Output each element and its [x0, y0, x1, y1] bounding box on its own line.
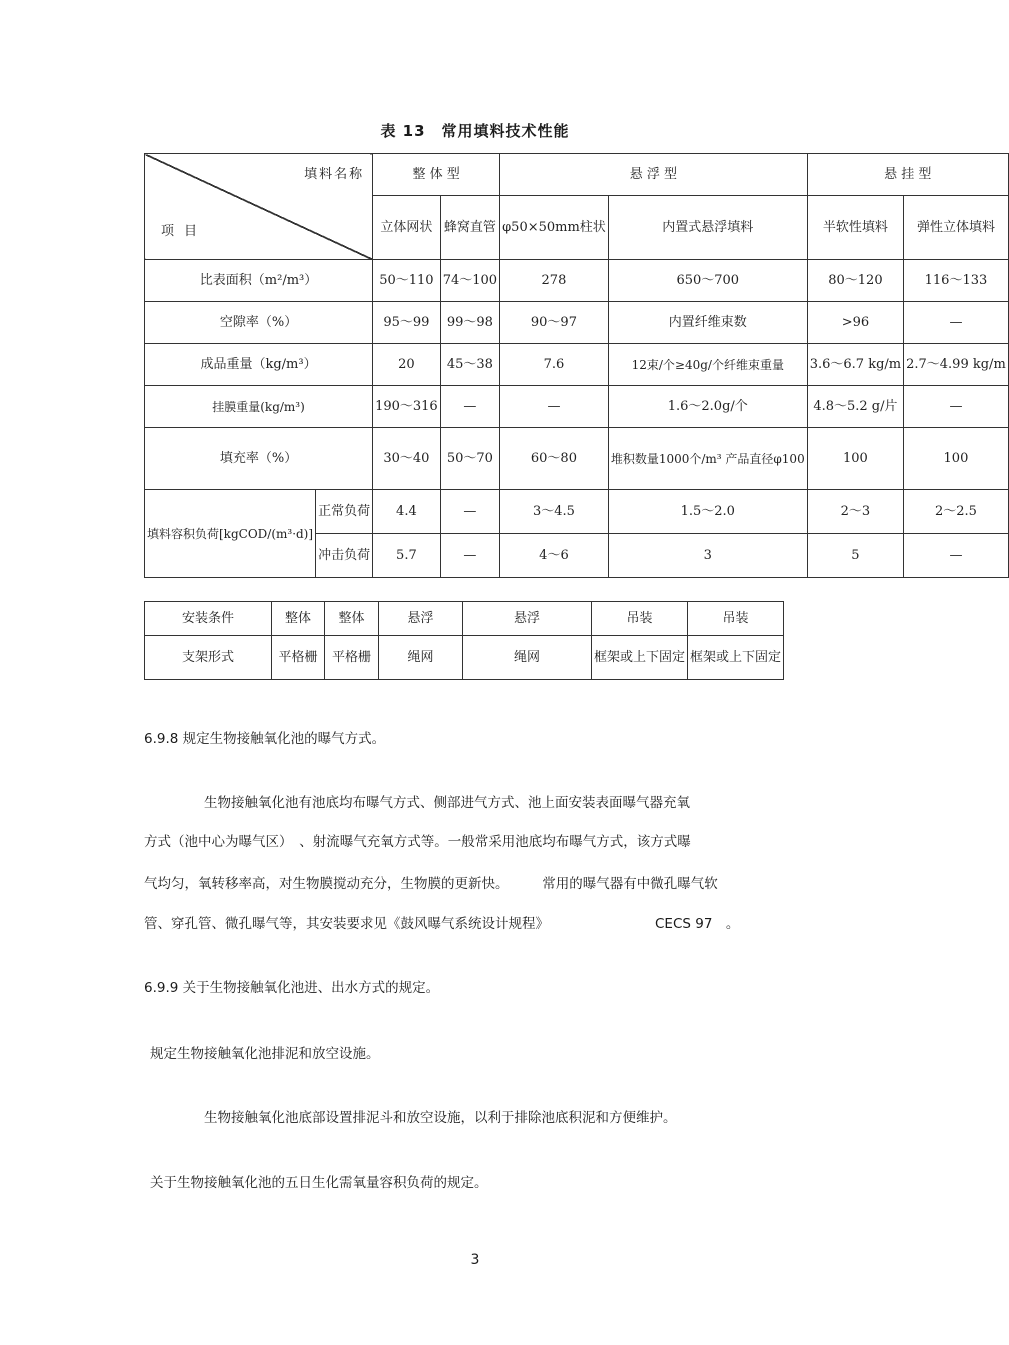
- row-label: 填料容积负荷[kgCOD/(m³·d)]: [145, 490, 316, 578]
- subtype-cell: 内置式悬浮填料: [608, 196, 807, 260]
- group-suspended: 悬 浮 型: [500, 154, 808, 196]
- table-cell: 悬浮: [379, 602, 463, 636]
- table-row: [145, 602, 784, 636]
- bod-heading: 关于生物接触氧化池的五日生化需氧量容积负荷的规定。: [150, 1175, 488, 1191]
- table-cell: 278: [500, 260, 609, 302]
- table-cell: 4.8～5.2 g/片: [807, 386, 903, 428]
- diagonal-header-cell: [145, 154, 373, 260]
- paragraph-line: 气均匀，氧转移率高，对生物膜搅动充分，生物膜的更新快。 常用的曝气器有中微孔曝气软: [144, 876, 718, 892]
- group-integral: 整 体 型: [373, 154, 500, 196]
- table-cell: —: [500, 386, 609, 428]
- filler-performance-table: [144, 153, 1009, 578]
- sub-label: 冲击负荷: [316, 534, 373, 578]
- subtype-cell: 半软性填料: [807, 196, 903, 260]
- table-cell: 2～2.5: [904, 490, 1009, 534]
- subtype-cell: φ50×50mm柱状: [500, 196, 609, 260]
- row-label: 比表面积（m²/m³）: [145, 260, 373, 302]
- group-hanging: 悬 挂 型: [807, 154, 1008, 196]
- table-cell: 3.6～6.7 kg/m: [807, 344, 903, 386]
- header-item: 项目: [161, 224, 208, 239]
- table-cell: 116～133: [904, 260, 1009, 302]
- table-row: [145, 490, 1009, 534]
- row-label: 填充率（%）: [145, 428, 373, 490]
- paragraph-line: 生物接触氧化池有池底均布曝气方式、侧部进气方式、池上面安装表面曝气器充氧: [204, 795, 690, 811]
- table-cell: 50～70: [440, 428, 499, 490]
- install-table: [144, 601, 784, 680]
- table-title: 表 13 常用填料技术性能: [380, 122, 570, 140]
- drain-heading: 规定生物接触氧化池排泥和放空设施。: [150, 1046, 380, 1062]
- table-cell: 80～120: [807, 260, 903, 302]
- table-cell: 堆积数量1000个/m³ 产品直径φ100: [608, 428, 807, 490]
- row-label: 挂膜重量(kg/m³): [145, 386, 373, 428]
- table-row: [145, 386, 1009, 428]
- table-cell: 绳网: [463, 636, 592, 680]
- table-cell: 100: [807, 428, 903, 490]
- table-cell: 整体: [325, 602, 379, 636]
- drain-paragraph: 生物接触氧化池底部设置排泥斗和放空设施，以利于排除池底积泥和方便维护。: [204, 1110, 677, 1126]
- table-cell: 74～100: [440, 260, 499, 302]
- table-cell: 平格栅: [272, 636, 325, 680]
- table-cell: —: [904, 386, 1009, 428]
- header-filler-name: 填料名称: [304, 167, 365, 182]
- table-cell: 4.4: [373, 490, 441, 534]
- row-label: 成品重量（kg/m³）: [145, 344, 373, 386]
- paragraph-line: 方式（池中心为曝气区） 、射流曝气充氧方式等。一般常采用池底均布曝气方式，该方式曝: [144, 834, 691, 850]
- table-cell: 框架或上下固定: [688, 636, 784, 680]
- table-row: [145, 302, 1009, 344]
- table-cell: 60～80: [500, 428, 609, 490]
- table-cell: 30～40: [373, 428, 441, 490]
- subtype-cell: 弹性立体填料: [904, 196, 1009, 260]
- subtype-cell: 立体网状: [373, 196, 441, 260]
- table-cell: —: [440, 386, 499, 428]
- table-cell: 5.7: [373, 534, 441, 578]
- table-cell: 整体: [272, 602, 325, 636]
- table-cell: —: [904, 302, 1009, 344]
- table-cell: 内置纤维束数: [608, 302, 807, 344]
- table-cell: 绳网: [379, 636, 463, 680]
- table-cell: 650～700: [608, 260, 807, 302]
- table-cell: 平格栅: [325, 636, 379, 680]
- table-cell: 7.6: [500, 344, 609, 386]
- table-row: [145, 636, 784, 680]
- table-cell: 20: [373, 344, 441, 386]
- table-cell: 3: [608, 534, 807, 578]
- table-cell: 90～97: [500, 302, 609, 344]
- table-cell: 吊装: [592, 602, 688, 636]
- table-row: [145, 344, 1009, 386]
- table-cell: 4～6: [500, 534, 609, 578]
- table-cell: 2.7～4.99 kg/m: [904, 344, 1009, 386]
- standard-reference: CECS 97 。: [655, 916, 740, 932]
- table-cell: 190～316: [373, 386, 441, 428]
- table-cell: 100: [904, 428, 1009, 490]
- row-label: 安装条件: [145, 602, 272, 636]
- table-cell: 99～98: [440, 302, 499, 344]
- table-cell: 2～3: [807, 490, 903, 534]
- row-label: 空隙率（%）: [145, 302, 373, 344]
- table-row: [145, 260, 1009, 302]
- table-cell: 5: [807, 534, 903, 578]
- subtype-cell: 蜂窝直管: [440, 196, 499, 260]
- section-6-9-9-heading: 6.9.9 关于生物接触氧化池进、出水方式的规定。: [144, 980, 440, 996]
- table-cell: 框架或上下固定: [592, 636, 688, 680]
- table-cell: 95～99: [373, 302, 441, 344]
- table-cell: 悬浮: [463, 602, 592, 636]
- table-cell: 1.5～2.0: [608, 490, 807, 534]
- table-cell: 12束/个≥40g/个纤维束重量: [608, 344, 807, 386]
- paragraph-line: 管、穿孔管、微孔曝气等，其安装要求见《鼓风曝气系统设计规程》: [144, 916, 549, 932]
- table-cell: 吊装: [688, 602, 784, 636]
- page-number: 3: [470, 1252, 480, 1268]
- table-cell: —: [904, 534, 1009, 578]
- section-6-9-8-heading: 6.9.8 规定生物接触氧化池的曝气方式。: [144, 731, 386, 747]
- sub-label: 正常负荷: [316, 490, 373, 534]
- table-cell: —: [440, 490, 499, 534]
- table-cell: 1.6～2.0g/个: [608, 386, 807, 428]
- table-cell: 45～38: [440, 344, 499, 386]
- row-label: 支架形式: [145, 636, 272, 680]
- table-cell: 50～110: [373, 260, 441, 302]
- table-cell: >96: [807, 302, 903, 344]
- table-cell: —: [440, 534, 499, 578]
- table-row: [145, 428, 1009, 490]
- table-cell: 3～4.5: [500, 490, 609, 534]
